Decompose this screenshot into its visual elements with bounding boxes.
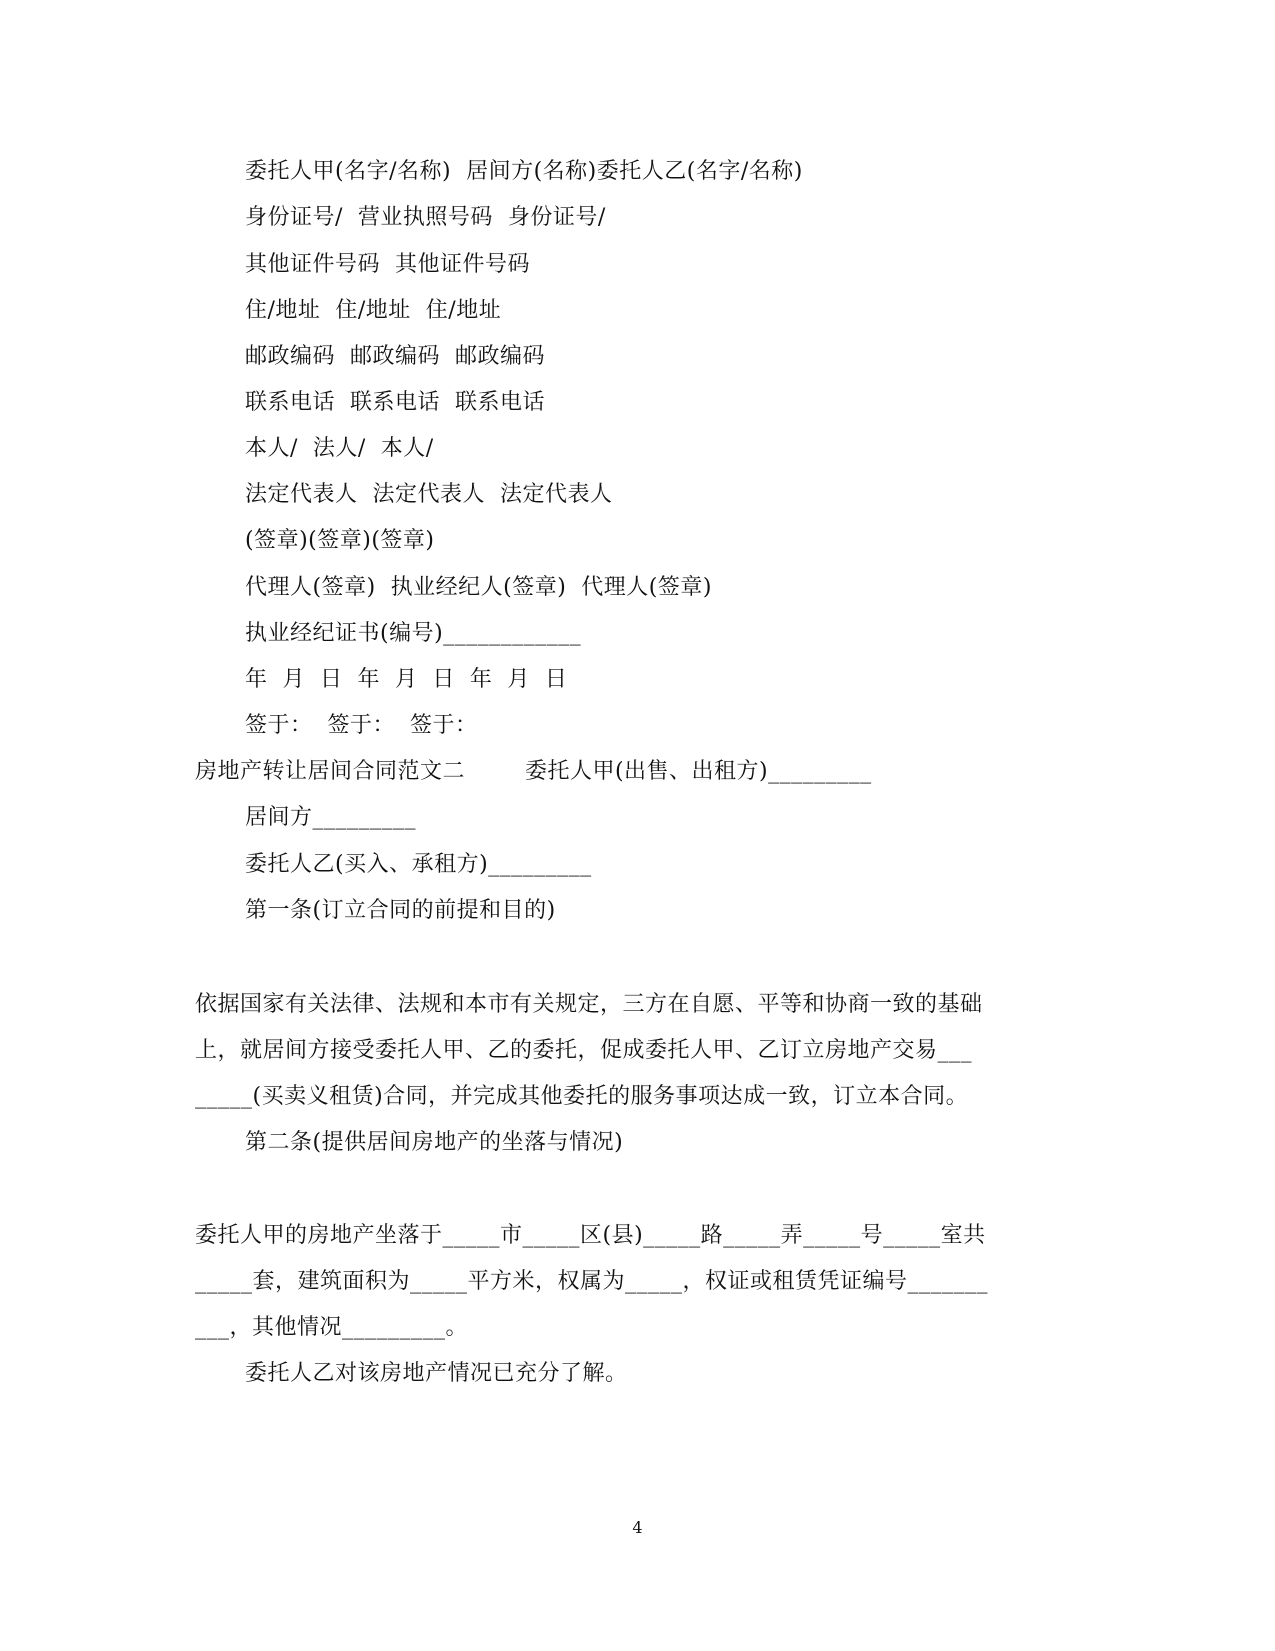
text-line: 执业经纪证书(编号)____________ [245, 621, 582, 646]
text-line: 邮政编码 邮政编码 邮政编码 [245, 344, 545, 369]
text-line: 法定代表人 法定代表人 法定代表人 [245, 482, 613, 507]
text-line: 本人/ 法人/ 本人/ [245, 436, 434, 461]
text-line: 委托人甲(名字/名称) 居间方(名称)委托人乙(名字/名称) [245, 159, 803, 184]
text-line: 身份证号/ 营业执照号码 身份证号/ [245, 205, 606, 230]
text-line: 委托人乙对该房地产情况已充分了解。 [245, 1361, 628, 1386]
text-line: 代理人(签章) 执业经纪人(签章) 代理人(签章) [245, 575, 712, 600]
text-line: 年 月 日 年 月 日 年 月 日 [245, 667, 568, 692]
text-line: ___，其他情况_________。 [195, 1315, 469, 1340]
text-line: 签于： 签于： 签于： [245, 713, 478, 738]
text-line: 居间方_________ [245, 805, 417, 830]
text-line: 联系电话 联系电话 联系电话 [245, 390, 545, 415]
text-line: _____套，建筑面积为_____平方米，权属为_____，权证或租赁凭证编号_______ [195, 1269, 989, 1294]
section-title: 房地产转让居间合同范文二 委托人甲(出售、出租方)_________ [195, 759, 872, 784]
text-line: _____(买卖义租赁)合同，并完成其他委托的服务事项达成一致，订立本合同。 [195, 1084, 969, 1109]
text-line: 住/地址 住/地址 住/地址 [245, 298, 502, 323]
text-line: 委托人乙(买入、承租方)_________ [245, 852, 592, 877]
article-heading: 第二条(提供居间房地产的坐落与情况) [245, 1130, 624, 1155]
page-number: 4 [632, 1518, 643, 1537]
text-line: 其他证件号码 其他证件号码 [245, 252, 530, 277]
text-line: 依据国家有关法律、法规和本市有关规定，三方在自愿、平等和协商一致的基础 [195, 992, 983, 1017]
text-line: 委托人甲的房地产坐落于_____市_____区(县)_____路_____弄_____号_____室共 [195, 1223, 986, 1248]
text-line: (签章)(签章)(签章) [245, 528, 435, 553]
text-line: 上，就居间方接受委托人甲、乙的委托，促成委托人甲、乙订立房地产交易___ [195, 1038, 973, 1063]
article-heading: 第一条(订立合同的前提和目的) [245, 898, 556, 923]
